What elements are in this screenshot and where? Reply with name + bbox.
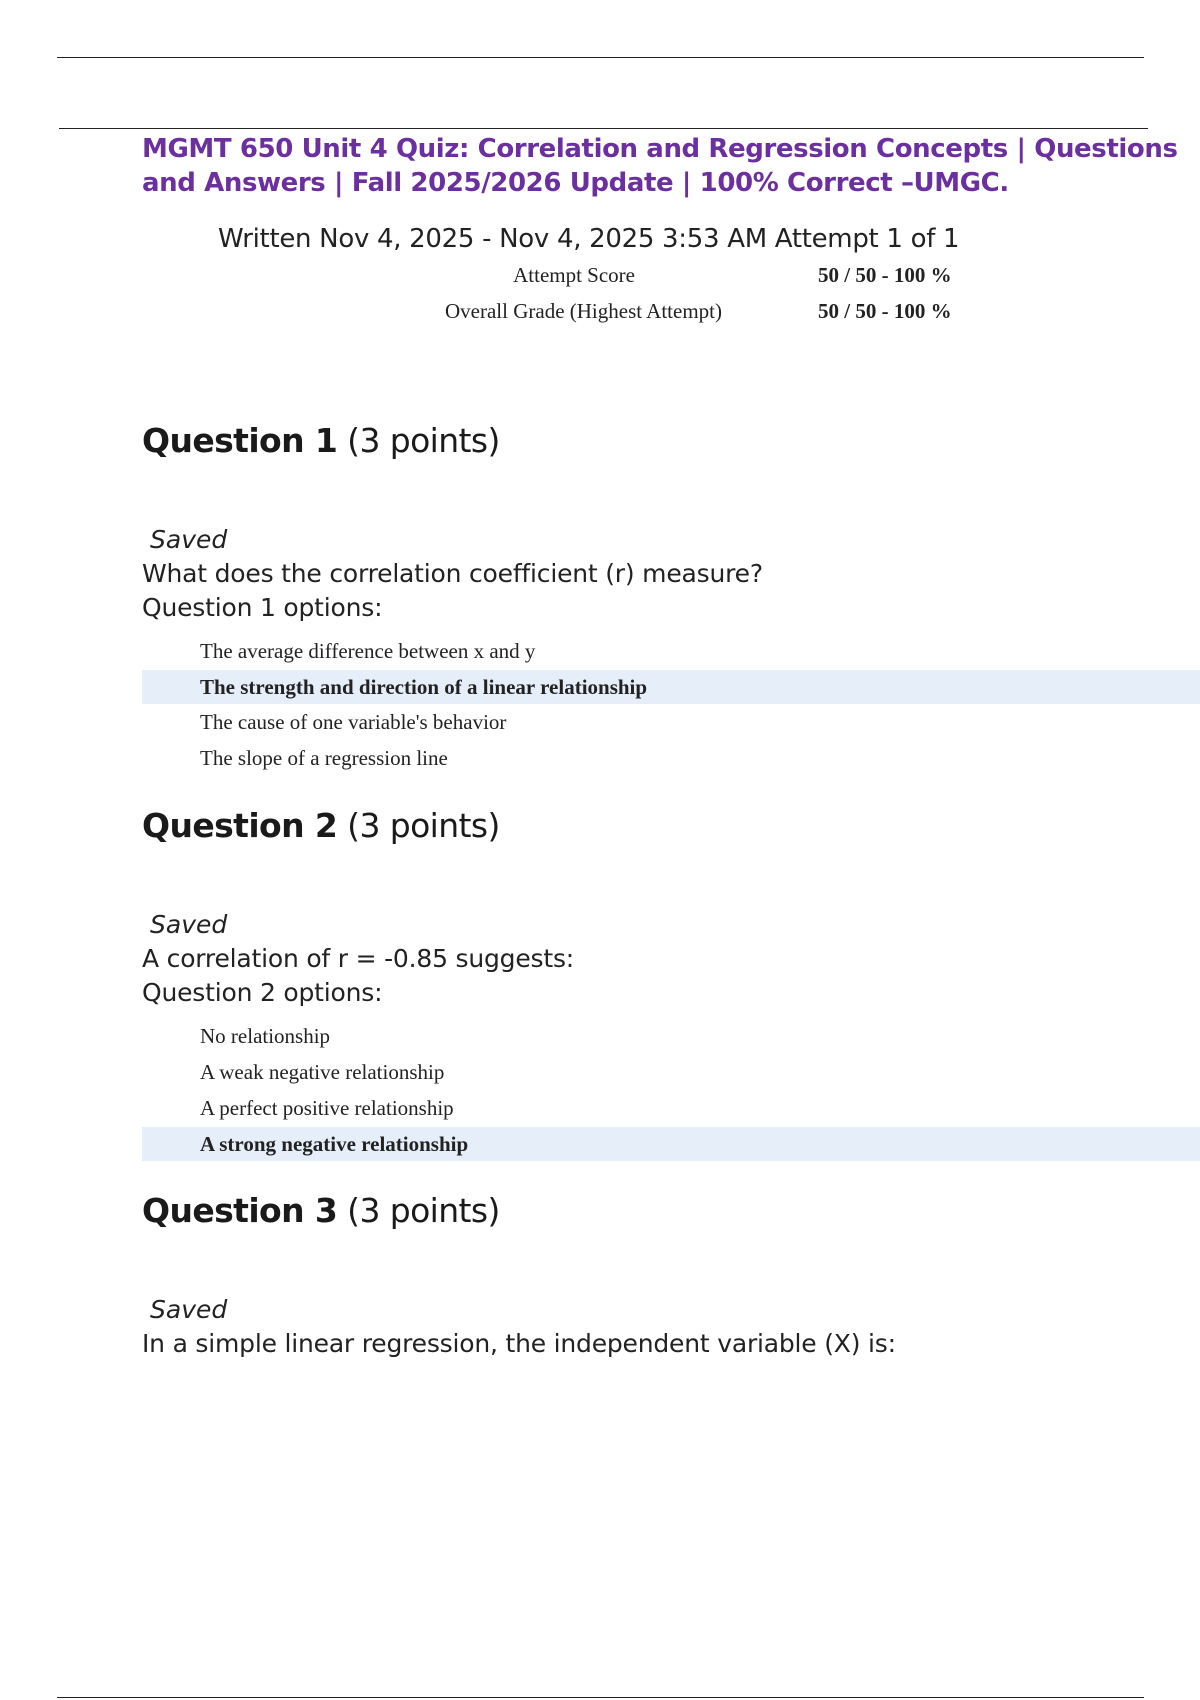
title-rule (59, 128, 1148, 129)
question-2-option[interactable]: A perfect positive relationship (200, 1096, 454, 1120)
question-1-heading (142, 421, 500, 460)
question-3-heading (142, 1191, 500, 1230)
top-rule (57, 57, 1144, 58)
question-3-saved-status: Saved (150, 1295, 228, 1324)
question-2-option-selected[interactable]: A strong negative relationship (142, 1127, 1200, 1161)
question-number: Question 1 (142, 421, 338, 460)
question-2-heading (142, 806, 500, 845)
question-number: Question 2 (142, 806, 338, 845)
question-points: (3 points) (347, 421, 500, 460)
overall-grade-label: Overall Grade (Highest Attempt) (445, 299, 722, 323)
overall-grade-value: 50 / 50 - 100 % (818, 299, 952, 323)
question-1-options-label: Question 1 options: (142, 593, 383, 622)
question-1-option[interactable]: The cause of one variable's behavior (200, 710, 507, 734)
question-number: Question 3 (142, 1191, 338, 1230)
question-2-options-label: Question 2 options: (142, 978, 383, 1007)
question-1-prompt: What does the correlation coefficient (r) measure? (142, 559, 763, 588)
attempt-written-line: Written Nov 4, 2025 - Nov 4, 2025 3:53 AM Attempt 1 of 1 (218, 224, 960, 254)
question-1-option[interactable]: The slope of a regression line (200, 746, 448, 770)
question-2-option[interactable]: A weak negative relationship (200, 1060, 445, 1084)
question-1-saved-status: Saved (150, 525, 228, 554)
bottom-rule (57, 1697, 1144, 1698)
question-points: (3 points) (347, 806, 500, 845)
question-2-option[interactable]: No relationship (200, 1024, 331, 1048)
question-2-saved-status: Saved (150, 910, 228, 939)
question-1-option[interactable]: The average difference between x and y (200, 639, 536, 663)
attempt-score-label: Attempt Score (513, 263, 635, 287)
question-3-prompt: In a simple linear regression, the independent variable (X) is: (142, 1329, 896, 1358)
question-points: (3 points) (347, 1191, 500, 1230)
question-2-prompt: A correlation of r = -0.85 suggests: (142, 944, 574, 973)
attempt-score-value: 50 / 50 - 100 % (818, 263, 952, 287)
document-title: MGMT 650 Unit 4 Quiz: Correlation and Regression Concepts | Questions and Answers | Fall 2025/2026 Update | 100% Correct –UMGC. (142, 134, 1178, 198)
question-1-option-selected[interactable]: The strength and direction of a linear relationship (142, 670, 1200, 704)
